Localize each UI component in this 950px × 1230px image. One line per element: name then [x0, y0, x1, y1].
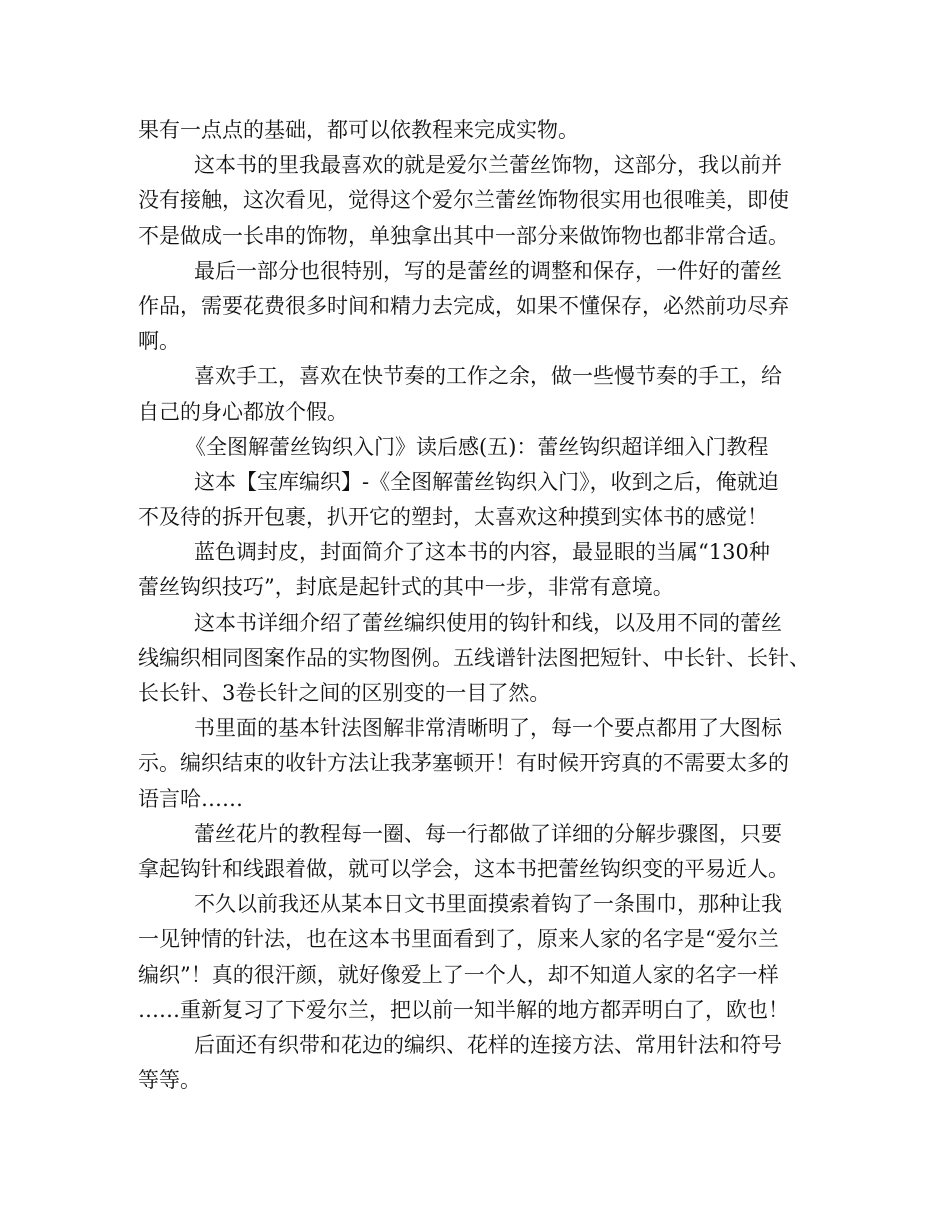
text-line: 书里面的基本针法图解非常清晰明了，每一个要点都用了大图标: [194, 716, 782, 741]
paragraph: [138, 465, 828, 535]
text-line: 示。编织结束的收针方法让我茅塞顿开！有时候开窍真的不需要太多的: [138, 751, 789, 776]
text-line: 没有接触，这次看见，觉得这个爱尔兰蕾丝饰物很实用也很唯美，即使: [138, 188, 789, 213]
text-line: 最后一部分也很特别，写的是蕾丝的调整和保存，一件好的蕾丝: [194, 258, 782, 283]
text-line: 蕾丝花片的教程每一圈、每一行都做了详细的分解步骤图，只要: [194, 821, 782, 846]
text-line: 线编织相同图案作品的实物图例。五线谱针法图把短针、中长针、长针、: [138, 645, 810, 670]
text-line: 后面还有织带和花边的编织、花样的连接方法、常用针法和符号: [194, 1032, 782, 1057]
text-line: 啊。: [138, 329, 180, 354]
paragraph: [138, 606, 828, 712]
text-line: 作品，需要花费很多时间和精力去完成，如果不懂保存，必然前功尽弃: [138, 293, 789, 318]
paragraph: [138, 711, 828, 817]
body-text: [138, 113, 828, 1098]
text-line: 这本书详细介绍了蕾丝编织使用的钩针和线，以及用不同的蕾丝: [194, 610, 782, 635]
paragraph: [138, 887, 828, 1028]
text-line: 不是做成一长串的饰物，单独拿出其中一部分来做饰物也都非常合适。: [138, 223, 789, 248]
text-line: 蓝色调封皮，封面简介了这本书的内容，最显眼的当属“130种: [194, 540, 770, 565]
text-line: 语言哈……: [138, 786, 243, 811]
paragraph: [138, 113, 828, 148]
paragraph: [138, 254, 828, 360]
text-line: 拿起钩针和线跟着做，就可以学会，这本书把蕾丝钩织变的平易近人。: [138, 856, 789, 881]
text-line: 不久以前我还从某本日文书里面摸索着钩了一条围巾，那种让我: [194, 892, 782, 917]
text-line: 不及待的拆开包裹，扒开它的塑封，太喜欢这种摸到实体书的感觉！: [138, 505, 768, 530]
paragraph: [138, 1028, 828, 1098]
heading-line: 《全图解蕾丝钩织入门》读后感(五)：蕾丝钩织超详细入门教程: [185, 434, 769, 459]
text-line: 果有一点点的基础，都可以依教程来完成实物。: [138, 118, 579, 142]
text-line: 编织”！真的很汗颜，就好像爱上了一个人，却不知道人家的名字一样: [138, 962, 779, 987]
text-line: 等等。: [138, 1068, 201, 1093]
text-line: 蕾丝钩织技巧”，封底是起针式的其中一步，非常有意境。: [138, 575, 674, 600]
paragraph: [138, 817, 828, 887]
text-line: 这本书的里我最喜欢的就是爱尔兰蕾丝饰物，这部分，我以前并: [194, 153, 782, 178]
text-line: 这本【宝库编织】-《全图解蕾丝钩织入门》，收到之后，俺就迫: [194, 469, 779, 494]
text-line: 自己的身心都放个假。: [138, 399, 348, 424]
section-heading: [138, 430, 828, 465]
text-line: 长长针、3卷长针之间的区别变的一目了然。: [138, 681, 551, 705]
text-line: 一见钟情的针法，也在这本书里面看到了，原来人家的名字是“爱尔兰: [138, 927, 779, 952]
text-line: ……重新复习了下爱尔兰，把以前一知半解的地方都弄明白了，欧也！: [138, 997, 789, 1022]
paragraph: [138, 359, 828, 429]
text-line: 喜欢手工，喜欢在快节奏的工作之余，做一些慢节奏的手工，给: [194, 364, 782, 389]
paragraph: [138, 535, 828, 605]
paragraph: [138, 148, 828, 254]
